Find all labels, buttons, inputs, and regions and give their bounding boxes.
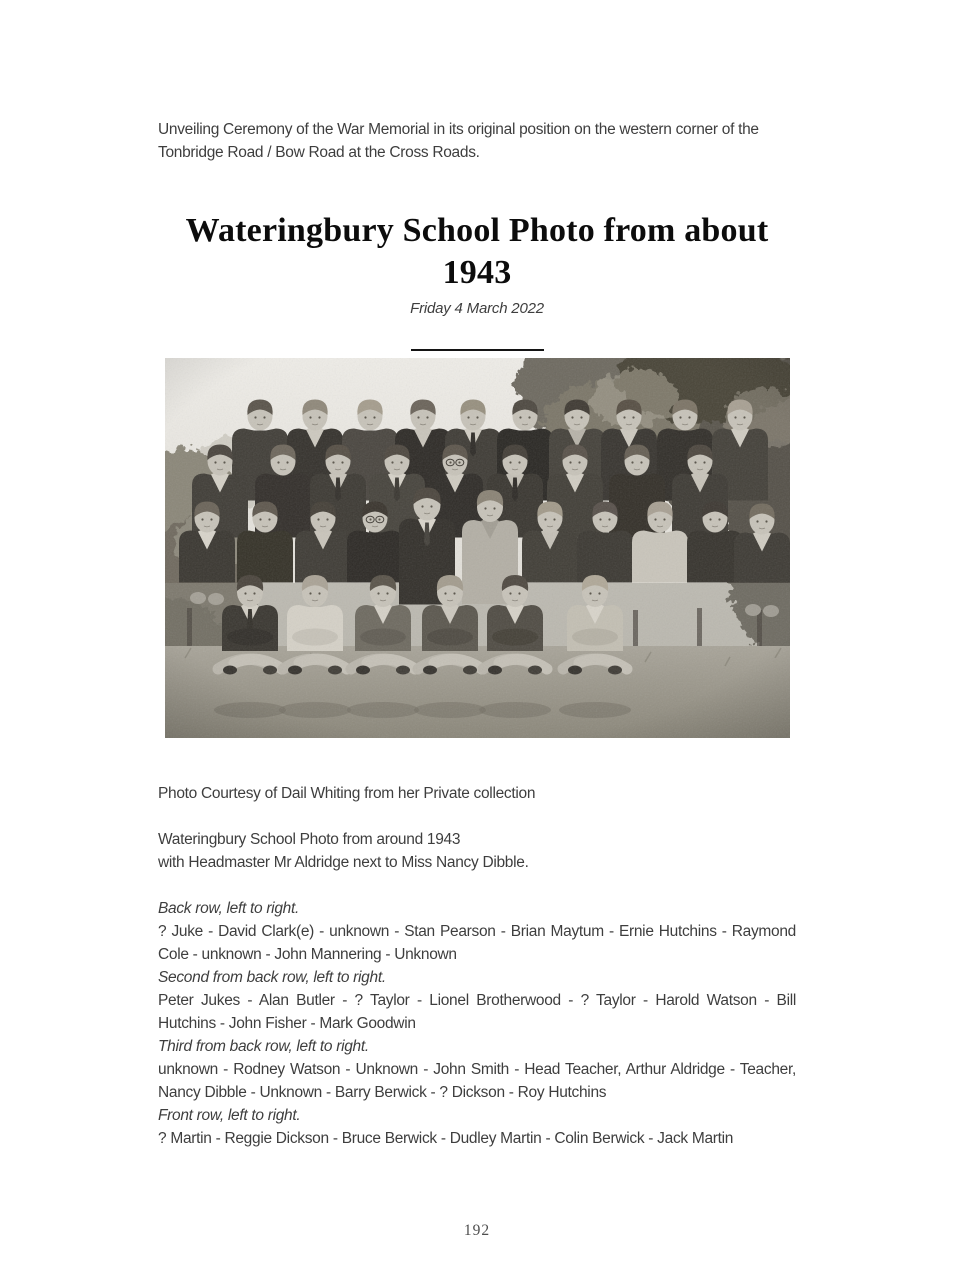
article-date: Friday 4 March 2022 bbox=[410, 300, 544, 317]
photo-caption bbox=[158, 828, 796, 874]
row-names: unknown - Rodney Watson - Unknown - John Smith - Head Teacher, Arthur Aldridge - Teacher, Nancy Dibble - Unknown - Barry Berwick - ? Dickson - Roy Hutchins bbox=[158, 1061, 796, 1101]
page-number: 192 bbox=[463, 1222, 491, 1239]
row-label: Back row, left to right. bbox=[158, 900, 299, 917]
divider-rule bbox=[411, 349, 544, 351]
page-title bbox=[158, 210, 796, 294]
row-label: Third from back row, left to right. bbox=[158, 1038, 369, 1055]
intro-paragraph: Unveiling Ceremony of the War Memorial in its original position on the western corner of the Tonbridge Road / Bow Road at the Cross Roads. bbox=[158, 121, 759, 161]
school-photo bbox=[165, 358, 790, 738]
page-title-line2: 1943 bbox=[442, 254, 512, 291]
photo-caption-line2: with Headmaster Mr Aldridge next to Miss Nancy Dibble. bbox=[158, 854, 529, 871]
row-label: Second from back row, left to right. bbox=[158, 969, 386, 986]
photo-caption-line1: Wateringbury School Photo from around 1943 bbox=[158, 831, 461, 848]
photo-credit: Photo Courtesy of Dail Whiting from her Private collection bbox=[158, 785, 536, 802]
row-label: Front row, left to right. bbox=[158, 1107, 301, 1124]
page-content bbox=[158, 0, 796, 1150]
row-names: Peter Jukes - Alan Butler - ? Taylor - Lionel Brotherwood - ? Taylor - Harold Watson - Bill Hutchins - John Fisher - Mark Goodwin bbox=[158, 992, 796, 1032]
photo-grain bbox=[165, 358, 790, 738]
page-title-line1: Wateringbury School Photo from about bbox=[185, 212, 769, 249]
row-names: ? Martin - Reggie Dickson - Bruce Berwick - Dudley Martin - Colin Berwick - Jack Martin bbox=[158, 1130, 734, 1147]
row-names: ? Juke - David Clark(e) - unknown - Stan Pearson - Brian Maytum - Ernie Hutchins - Raymond Cole - unknown - John Mannering - Unknown bbox=[158, 923, 796, 963]
name-rows bbox=[158, 897, 796, 1150]
